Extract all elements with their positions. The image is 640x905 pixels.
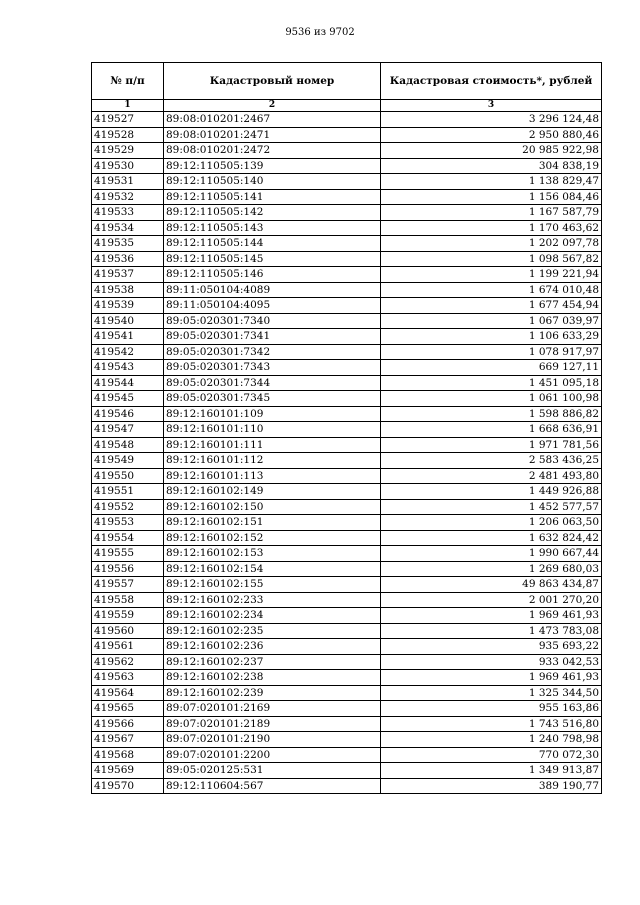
- cadastral-value-cell: 1 969 461,93: [381, 608, 602, 624]
- row-number-cell: 419531: [92, 174, 164, 190]
- cadastral-value-cell: 2 001 270,20: [381, 592, 602, 608]
- row-number-cell: 419557: [92, 577, 164, 593]
- column-number-row: [92, 100, 602, 112]
- cadastral-number-cell: 89:08:010201:2467: [164, 112, 381, 128]
- cadastral-number-cell: 89:07:020101:2189: [164, 716, 381, 732]
- cadastral-value-cell: 1 349 913,87: [381, 763, 602, 779]
- cadastral-number-cell: 89:12:110505:142: [164, 205, 381, 221]
- table-header-row: [92, 63, 602, 100]
- cadastral-number-cell: 89:12:160102:152: [164, 530, 381, 546]
- cadastral-number-cell: 89:12:110505:146: [164, 267, 381, 283]
- cadastral-number-cell: 89:12:110505:140: [164, 174, 381, 190]
- cadastral-value-cell: 304 838,19: [381, 158, 602, 174]
- cadastral-number-cell: 89:12:160102:150: [164, 499, 381, 515]
- cadastral-value-cell: 1 106 633,29: [381, 329, 602, 345]
- cadastral-number-cell: 89:12:110505:139: [164, 158, 381, 174]
- table-row: [92, 577, 602, 593]
- page-number-header: 9536 из 9702: [285, 27, 355, 38]
- table-row: [92, 716, 602, 732]
- table-row: [92, 127, 602, 143]
- cadastral-value-cell: 1 473 783,08: [381, 623, 602, 639]
- row-number-cell: 419534: [92, 220, 164, 236]
- row-number-cell: 419538: [92, 282, 164, 298]
- table-row: [92, 391, 602, 407]
- cadastral-number-cell: 89:12:160102:154: [164, 561, 381, 577]
- row-number-cell: 419530: [92, 158, 164, 174]
- cadastral-value-cell: 1 674 010,48: [381, 282, 602, 298]
- cadastral-number-cell: 89:12:110505:144: [164, 236, 381, 252]
- table-row: [92, 174, 602, 190]
- table-row: [92, 639, 602, 655]
- cadastral-number-cell: 89:12:160102:151: [164, 515, 381, 531]
- cadastral-value-cell: 1 170 463,62: [381, 220, 602, 236]
- row-number-cell: 419543: [92, 360, 164, 376]
- cadastral-number-cell: 89:12:110505:143: [164, 220, 381, 236]
- column-number-3: 3: [381, 100, 602, 112]
- header-cadastral-value: Кадастровая стоимость*, рублей: [381, 63, 602, 100]
- cadastral-number-cell: 89:11:050104:4089: [164, 282, 381, 298]
- table-row: [92, 763, 602, 779]
- table-row: [92, 205, 602, 221]
- cadastral-value-cell: 1 061 100,98: [381, 391, 602, 407]
- row-number-cell: 419570: [92, 778, 164, 794]
- table-row: [92, 530, 602, 546]
- row-number-cell: 419540: [92, 313, 164, 329]
- row-number-cell: 419564: [92, 685, 164, 701]
- cadastral-number-cell: 89:12:160102:153: [164, 546, 381, 562]
- row-number-cell: 419563: [92, 670, 164, 686]
- table-row: [92, 670, 602, 686]
- cadastral-number-cell: 89:12:160101:110: [164, 422, 381, 438]
- cadastral-value-cell: 1 269 680,03: [381, 561, 602, 577]
- table-row: [92, 608, 602, 624]
- row-number-cell: 419568: [92, 747, 164, 763]
- row-number-cell: 419533: [92, 205, 164, 221]
- row-number-cell: 419569: [92, 763, 164, 779]
- cadastral-value-cell: 1 969 461,93: [381, 670, 602, 686]
- cadastral-number-cell: 89:07:020101:2169: [164, 701, 381, 717]
- cadastral-value-cell: 1 067 039,97: [381, 313, 602, 329]
- cadastral-value-table: [91, 62, 602, 794]
- cadastral-number-cell: 89:12:160101:109: [164, 406, 381, 422]
- cadastral-number-cell: 89:05:020301:7343: [164, 360, 381, 376]
- table-row: [92, 406, 602, 422]
- cadastral-value-cell: 2 583 436,25: [381, 453, 602, 469]
- cadastral-value-cell: 2 481 493,80: [381, 468, 602, 484]
- cadastral-number-cell: 89:05:020125:531: [164, 763, 381, 779]
- cadastral-value-cell: 20 985 922,98: [381, 143, 602, 159]
- table-row: [92, 732, 602, 748]
- table-row: [92, 437, 602, 453]
- cadastral-value-cell: 1 451 095,18: [381, 375, 602, 391]
- cadastral-value-cell: 1 078 917,97: [381, 344, 602, 360]
- cadastral-number-cell: 89:12:160102:233: [164, 592, 381, 608]
- cadastral-number-cell: 89:12:160102:234: [164, 608, 381, 624]
- table-row: [92, 251, 602, 267]
- row-number-cell: 419566: [92, 716, 164, 732]
- row-number-cell: 419554: [92, 530, 164, 546]
- table-row: [92, 654, 602, 670]
- column-number-1: 1: [92, 100, 164, 112]
- cadastral-value-cell: 770 072,30: [381, 747, 602, 763]
- column-number-2: 2: [164, 100, 381, 112]
- row-number-cell: 419552: [92, 499, 164, 515]
- cadastral-number-cell: 89:12:160102:155: [164, 577, 381, 593]
- row-number-cell: 419562: [92, 654, 164, 670]
- cadastral-value-cell: 389 190,77: [381, 778, 602, 794]
- row-number-cell: 419535: [92, 236, 164, 252]
- cadastral-value-cell: 2 950 880,46: [381, 127, 602, 143]
- cadastral-number-cell: 89:12:110505:141: [164, 189, 381, 205]
- cadastral-number-cell: 89:12:160101:111: [164, 437, 381, 453]
- table-row: [92, 282, 602, 298]
- row-number-cell: 419536: [92, 251, 164, 267]
- row-number-cell: 419558: [92, 592, 164, 608]
- table-row: [92, 468, 602, 484]
- row-number-cell: 419547: [92, 422, 164, 438]
- table-row: [92, 189, 602, 205]
- cadastral-value-cell: 1 240 798,98: [381, 732, 602, 748]
- cadastral-number-cell: 89:08:010201:2471: [164, 127, 381, 143]
- row-number-cell: 419532: [92, 189, 164, 205]
- row-number-cell: 419527: [92, 112, 164, 128]
- cadastral-number-cell: 89:05:020301:7345: [164, 391, 381, 407]
- cadastral-value-cell: 955 163,86: [381, 701, 602, 717]
- row-number-cell: 419551: [92, 484, 164, 500]
- table-row: [92, 298, 602, 314]
- row-number-cell: 419561: [92, 639, 164, 655]
- row-number-cell: 419567: [92, 732, 164, 748]
- table-row: [92, 623, 602, 639]
- row-number-cell: 419529: [92, 143, 164, 159]
- cadastral-value-cell: 3 296 124,48: [381, 112, 602, 128]
- row-number-cell: 419544: [92, 375, 164, 391]
- cadastral-value-cell: 1 202 097,78: [381, 236, 602, 252]
- cadastral-value-cell: 935 693,22: [381, 639, 602, 655]
- cadastral-number-cell: 89:12:160102:236: [164, 639, 381, 655]
- cadastral-value-cell: 669 127,11: [381, 360, 602, 376]
- cadastral-value-cell: 1 677 454,94: [381, 298, 602, 314]
- row-number-cell: 419555: [92, 546, 164, 562]
- cadastral-value-cell: 1 325 344,50: [381, 685, 602, 701]
- table-row: [92, 546, 602, 562]
- header-row-number: № п/п: [92, 63, 164, 100]
- row-number-cell: 419556: [92, 561, 164, 577]
- table-row: [92, 422, 602, 438]
- cadastral-value-cell: 49 863 434,87: [381, 577, 602, 593]
- cadastral-number-cell: 89:12:160101:112: [164, 453, 381, 469]
- cadastral-number-cell: 89:05:020301:7341: [164, 329, 381, 345]
- cadastral-number-cell: 89:07:020101:2200: [164, 747, 381, 763]
- row-number-cell: 419549: [92, 453, 164, 469]
- row-number-cell: 419548: [92, 437, 164, 453]
- row-number-cell: 419537: [92, 267, 164, 283]
- cadastral-value-cell: 1 199 221,94: [381, 267, 602, 283]
- cadastral-value-cell: 1 452 577,57: [381, 499, 602, 515]
- table-row: [92, 592, 602, 608]
- table-row: [92, 561, 602, 577]
- table-row: [92, 236, 602, 252]
- row-number-cell: 419546: [92, 406, 164, 422]
- table-row: [92, 112, 602, 128]
- table-row: [92, 375, 602, 391]
- cadastral-value-cell: 933 042,53: [381, 654, 602, 670]
- table-row: [92, 329, 602, 345]
- row-number-cell: 419553: [92, 515, 164, 531]
- cadastral-value-cell: 1 156 084,46: [381, 189, 602, 205]
- cadastral-number-cell: 89:12:160102:149: [164, 484, 381, 500]
- cadastral-value-cell: 1 206 063,50: [381, 515, 602, 531]
- cadastral-number-cell: 89:12:110505:145: [164, 251, 381, 267]
- cadastral-value-cell: 1 632 824,42: [381, 530, 602, 546]
- table-row: [92, 344, 602, 360]
- row-number-cell: 419542: [92, 344, 164, 360]
- header-cadastral-number: Кадастровый номер: [164, 63, 381, 100]
- table-row: [92, 778, 602, 794]
- table-row: [92, 143, 602, 159]
- cadastral-number-cell: 89:05:020301:7340: [164, 313, 381, 329]
- cadastral-value-cell: 1 668 636,91: [381, 422, 602, 438]
- cadastral-value-cell: 1 971 781,56: [381, 437, 602, 453]
- cadastral-number-cell: 89:12:160101:113: [164, 468, 381, 484]
- table-row: [92, 267, 602, 283]
- table-row: [92, 515, 602, 531]
- table-row: [92, 220, 602, 236]
- cadastral-number-cell: 89:05:020301:7344: [164, 375, 381, 391]
- cadastral-number-cell: 89:08:010201:2472: [164, 143, 381, 159]
- cadastral-number-cell: 89:12:160102:235: [164, 623, 381, 639]
- cadastral-value-cell: 1 098 567,82: [381, 251, 602, 267]
- table-row: [92, 499, 602, 515]
- cadastral-number-cell: 89:07:020101:2190: [164, 732, 381, 748]
- table-row: [92, 158, 602, 174]
- cadastral-number-cell: 89:12:160102:238: [164, 670, 381, 686]
- cadastral-value-cell: 1 167 587,79: [381, 205, 602, 221]
- row-number-cell: 419550: [92, 468, 164, 484]
- cadastral-value-cell: 1 990 667,44: [381, 546, 602, 562]
- table-row: [92, 701, 602, 717]
- table-row: [92, 747, 602, 763]
- table-row: [92, 685, 602, 701]
- row-number-cell: 419560: [92, 623, 164, 639]
- row-number-cell: 419541: [92, 329, 164, 345]
- cadastral-number-cell: 89:12:160102:237: [164, 654, 381, 670]
- row-number-cell: 419559: [92, 608, 164, 624]
- table-row: [92, 313, 602, 329]
- table-row: [92, 360, 602, 376]
- cadastral-number-cell: 89:12:110604:567: [164, 778, 381, 794]
- cadastral-value-cell: 1 598 886,82: [381, 406, 602, 422]
- cadastral-number-cell: 89:05:020301:7342: [164, 344, 381, 360]
- row-number-cell: 419565: [92, 701, 164, 717]
- cadastral-number-cell: 89:11:050104:4095: [164, 298, 381, 314]
- cadastral-number-cell: 89:12:160102:239: [164, 685, 381, 701]
- table-row: [92, 484, 602, 500]
- cadastral-value-cell: 1 743 516,80: [381, 716, 602, 732]
- row-number-cell: 419539: [92, 298, 164, 314]
- row-number-cell: 419545: [92, 391, 164, 407]
- cadastral-value-cell: 1 138 829,47: [381, 174, 602, 190]
- cadastral-value-cell: 1 449 926,88: [381, 484, 602, 500]
- table-row: [92, 453, 602, 469]
- row-number-cell: 419528: [92, 127, 164, 143]
